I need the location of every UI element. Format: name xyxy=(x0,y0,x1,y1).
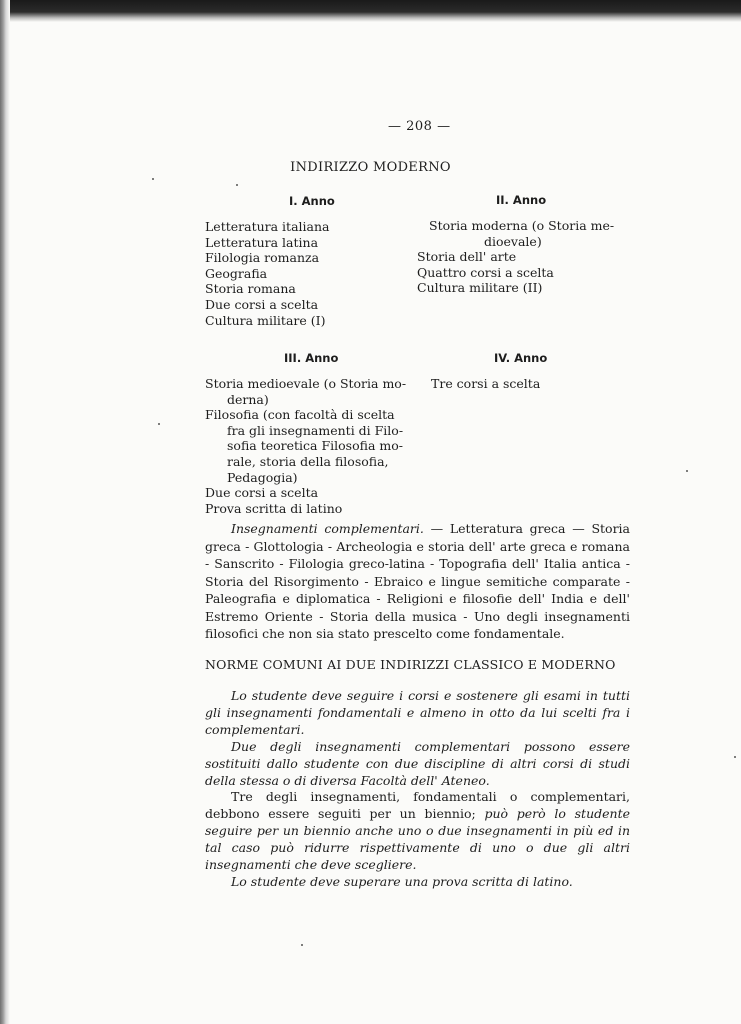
list-item: Filologia romanza xyxy=(205,250,320,266)
list-item: derna) xyxy=(227,391,269,407)
list-item: Due corsi a scelta xyxy=(205,485,319,501)
norme-paragraph-3-upright: Tre degli insegnamenti, fondamentali o complementari, debbono essere seguiti per un biennio; xyxy=(205,789,630,822)
year-2-list xyxy=(417,218,614,296)
norme-paragraph-3 xyxy=(205,789,630,874)
year-4-heading: IV. Anno xyxy=(494,351,548,365)
scan-speck xyxy=(686,470,688,472)
norme-body xyxy=(205,688,630,891)
list-item: Storia dell' arte xyxy=(417,249,517,265)
scan-speck xyxy=(236,184,238,186)
list-item: Storia romana xyxy=(205,281,296,297)
list-item: Letteratura latina xyxy=(205,234,319,250)
year-3-list xyxy=(205,376,405,516)
complementari-label: Insegnamenti complementari. xyxy=(231,521,424,536)
list-item: Pedagogia) xyxy=(227,469,298,485)
scan-speck xyxy=(734,756,736,758)
norme-paragraph-2: Due degli insegnamenti complementari possono essere sostituiti dallo studente con due discipline di altri corsi di studi della stessa o di diversa Facoltà dell' Ateneo. xyxy=(205,738,630,788)
list-item: Prova scritta di latino xyxy=(205,500,343,516)
section-title-indirizzo-moderno: INDIRIZZO MODERNO xyxy=(290,160,451,175)
list-item: Storia medioevale (o Storia mo- xyxy=(205,376,407,391)
year-2-heading: II. Anno xyxy=(496,193,547,207)
list-item: Filosofia (con facoltà di scelta xyxy=(205,407,395,423)
year-1-heading: I. Anno xyxy=(289,194,335,208)
list-item: Due corsi a scelta xyxy=(205,296,319,312)
page-number: — 208 — xyxy=(388,119,451,134)
complementari-paragraph xyxy=(205,520,630,643)
scan-left-edge xyxy=(0,0,10,1024)
year-3-heading: III. Anno xyxy=(284,351,339,365)
scan-speck xyxy=(301,944,303,946)
complementari-text: — Letteratura greca — Storia greca - Glottologia - Archeologia e storia dell' arte greca e romana - Sanscrito - Filologia greco-latina - Topografia dell' Italia antica - Storia del Risorgimento - Ebraico e lingue semitiche comparate - Paleografia e diplomatica - Religioni e filosofie dell' India e dell' Estremo Oriente - Storia della musica - Uno degli insegnamenti filosofici che non sia stato prescelto come fondamentale. xyxy=(205,521,630,641)
list-item: Quattro corsi a scelta xyxy=(417,264,554,280)
scan-speck xyxy=(158,423,160,425)
list-item: Cultura militare (I) xyxy=(205,312,326,328)
list-item: Storia moderna (o Storia me- xyxy=(429,218,615,233)
scan-top-band xyxy=(0,0,741,22)
year-4-list xyxy=(431,376,540,392)
norme-paragraph-4: Lo studente deve superare una prova scritta di latino. xyxy=(231,873,573,889)
scan-speck xyxy=(152,178,154,180)
norme-paragraph-1: Lo studente deve seguire i corsi e sostenere gli esami in tutti gli insegnamenti fondamentali e almeno in otto da lui scelti fra i complementari. xyxy=(205,688,630,737)
list-item: rale, storia della filosofia, xyxy=(227,453,389,469)
list-item: Letteratura italiana xyxy=(205,219,330,234)
list-item: fra gli insegnamenti di Filo- xyxy=(227,422,404,438)
norme-paragraph-3-italic: può però lo studente seguire per un biennio anche uno o due insegnamenti in più ed in tal caso può ridurre rispettivamente di uno o due gli altri insegnamenti che deve scegliere. xyxy=(205,806,630,873)
list-item: Cultura militare (II) xyxy=(417,280,543,296)
norme-title: NORME COMUNI AI DUE INDIRIZZI CLASSICO E MODERNO xyxy=(205,657,616,672)
list-item: Tre corsi a scelta xyxy=(431,376,541,391)
list-item: Geografia xyxy=(205,265,268,281)
year-1-list xyxy=(205,219,329,328)
list-item: dioevale) xyxy=(484,233,542,249)
list-item: sofia teoretica Filosofia mo- xyxy=(227,438,403,454)
